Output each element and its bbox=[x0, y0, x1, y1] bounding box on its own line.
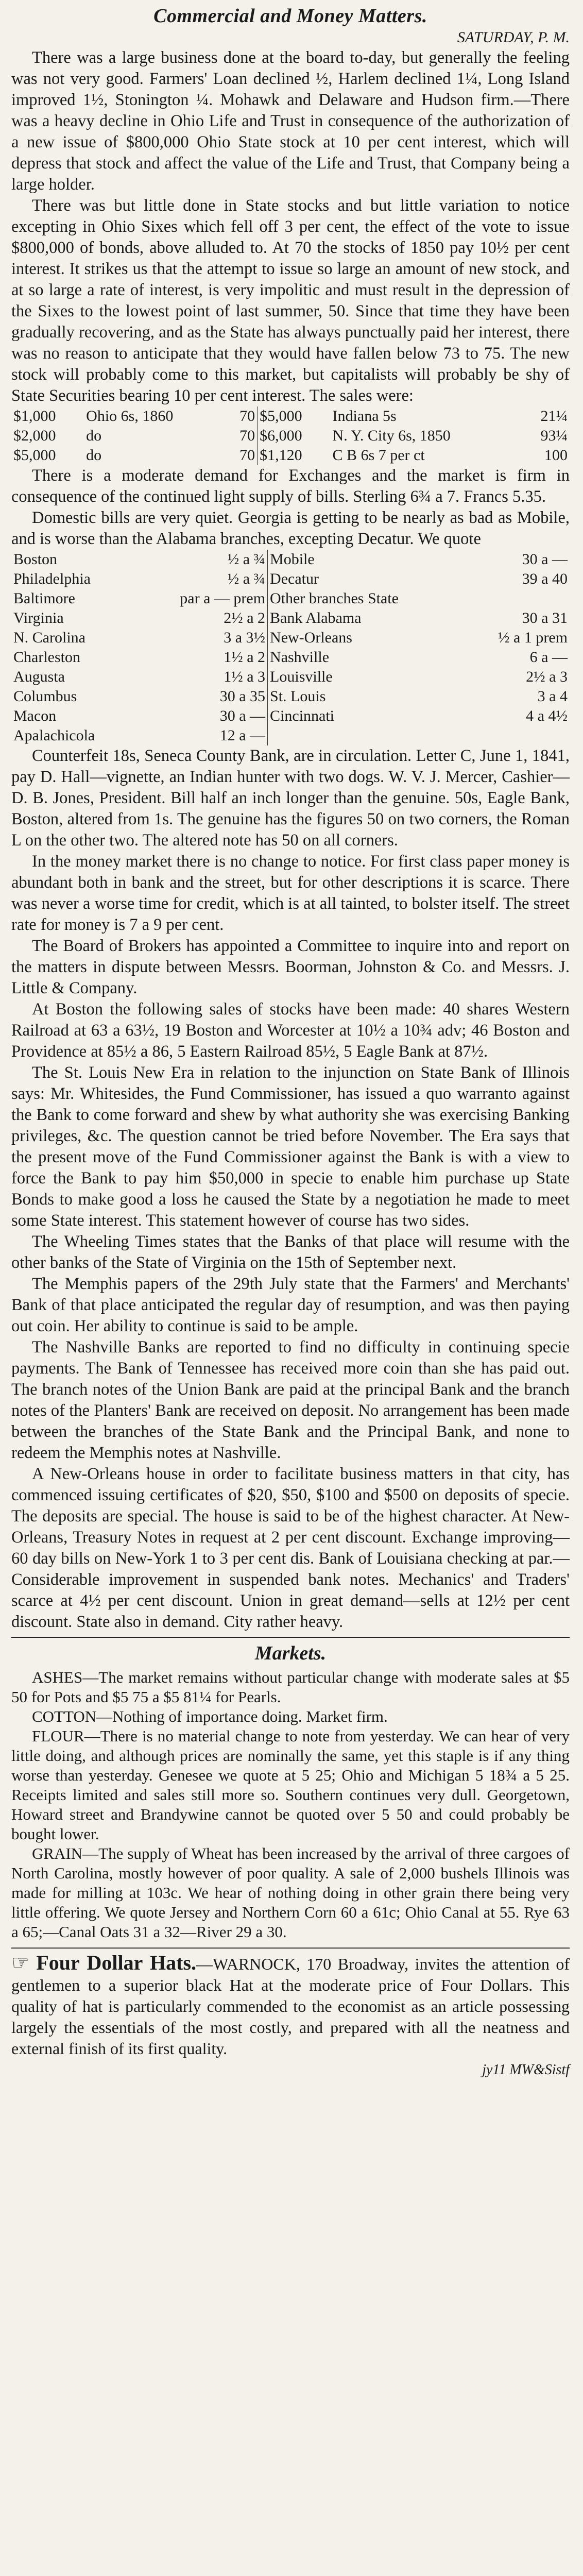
section-divider bbox=[11, 1637, 570, 1638]
quote-rate: ½ a ¾ bbox=[227, 570, 266, 587]
sales-price: 100 bbox=[544, 447, 568, 464]
sales-amount: $5,000 bbox=[258, 406, 331, 426]
pointing-hand-icon: ☞ bbox=[11, 1951, 30, 1974]
sales-amount: $6,000 bbox=[258, 426, 331, 446]
domestic-quotes-table bbox=[11, 550, 570, 745]
market-grain: GRAIN—The supply of Wheat has been increased by the arrival of three cargoes of North Carolina, mostly however of poor quality. A sale of 2,000 bushels Illinois was made for milling at 103c. We hear of nothing doing in other grain there being very little offering. We quote Jersey and Northern Corn 60 a 61c; Ohio Canal at 55. Rye 63 a 65;—Canal Oats 31 a 32—River 29 a 30. bbox=[11, 1844, 570, 1941]
sales-stock: do bbox=[86, 447, 102, 464]
quote-place: Other branches State bbox=[268, 589, 462, 608]
quote-place: Cincinnati bbox=[268, 706, 462, 726]
paragraph-wheeling: The Wheeling Times states that the Banks of that place will resume with the other banks of the State of Virginia on the 15th of September next. bbox=[11, 1232, 570, 1272]
markets-heading: Markets. bbox=[254, 1642, 327, 1664]
quote-rate: 30 a 31 bbox=[522, 609, 568, 626]
paragraph-memphis: The Memphis papers of the 29th July state that the Farmers' and Merchants' Bank of that place anticipated the regular day of resumption, and was then paying out coin. Her ability to continue is said to be ample. bbox=[11, 1275, 570, 1335]
quote-place bbox=[268, 726, 462, 745]
market-ashes: ASHES—The market remains without particular change with moderate sales at $5 50 for Pots and $5 75 a $5 81¼ for Pearls. bbox=[11, 1668, 570, 1706]
sales-price: 70 bbox=[239, 408, 255, 425]
quote-row bbox=[11, 608, 570, 628]
sales-price: 21¼ bbox=[540, 408, 568, 425]
paragraph-domestic-bills: Domestic bills are very quiet. Georgia is getting to be nearly as bad as Mobile, and is worse than the Alabama branches, excepting Decatur. We quote bbox=[11, 509, 570, 548]
quote-row bbox=[11, 706, 570, 726]
quote-place: Mobile bbox=[268, 550, 462, 569]
sales-amount: $1,120 bbox=[258, 446, 331, 465]
quote-place: Apalachicola bbox=[13, 727, 95, 744]
quote-place: St. Louis bbox=[268, 687, 462, 706]
sales-price: 70 bbox=[239, 427, 255, 444]
hat-advertisement bbox=[11, 1952, 570, 2080]
quote-rate: ½ a ¾ bbox=[227, 551, 266, 568]
quote-place: Boston bbox=[13, 551, 58, 568]
quote-place: Columbus bbox=[13, 688, 77, 705]
quote-rate: 1½ a 3 bbox=[224, 668, 266, 685]
sales-amount: $2,000 bbox=[13, 427, 56, 444]
quote-place: Louisville bbox=[268, 667, 462, 687]
quote-place: Philadelphia bbox=[13, 570, 91, 587]
quote-rate: 39 a 40 bbox=[522, 570, 568, 587]
sales-stock: Ohio 6s, 1860 bbox=[86, 408, 174, 425]
quote-rate: 4 a 4½ bbox=[526, 707, 568, 724]
quote-place: N. Carolina bbox=[13, 629, 85, 646]
sales-amount: $1,000 bbox=[13, 408, 56, 425]
ad-signature: jy11 MW&Sistf bbox=[482, 2062, 570, 2078]
quote-row bbox=[11, 589, 570, 608]
ad-body: —WARNOCK, 170 Broadway, invites the attention of gentlemen to a superior black Hat at the moderate price of Four Dollars. This quality of hat is particularly commended to the economist as an article possessing largely the essentials of the most costly, and prepared with all the neatness and external finish of its first quality. bbox=[11, 1955, 570, 2058]
quote-row bbox=[11, 628, 570, 648]
quote-place: Baltimore bbox=[13, 590, 75, 607]
quote-rate: 2½ a 3 bbox=[526, 668, 568, 685]
paragraph-new-orleans: A New-Orleans house in order to facilitate business matters in that city, has commenced issuing certificates of $20, $50, $100 and $500 on deposits of specie. The deposits are special. The house is said to be of the highest character. At New-Orleans, Treasury Notes in request at 2 per cent discount. Exchange improving—60 day bills on New-York 1 to 3 per cent dis. Bank of Louisiana checking at par.—Considerable improvement in suspended bank notes. Mechanics' and Traders' scarce at 4½ per cent discount. Union in great demand—sells at 12½ per cent discount. State also in demand. City rather heavy. bbox=[11, 1465, 570, 1631]
sales-stock: N. Y. City 6s, 1850 bbox=[332, 427, 451, 444]
sales-row bbox=[11, 446, 570, 465]
quote-rate bbox=[462, 726, 570, 745]
quote-rate: 3 a 3½ bbox=[224, 629, 266, 646]
quote-rate: 30 a 35 bbox=[219, 688, 266, 705]
paragraph-boston-sales: At Boston the following sales of stocks have been made: 40 shares Western Railroad at 63 a 63½, 19 Boston and Worcester at 10½ a 10¾ adv; 46 Boston and Providence at 85½ a 86, 5 Eastern Railroad 85½, 5 Eagle Bank at 87½. bbox=[11, 1000, 570, 1061]
quote-row bbox=[11, 726, 570, 745]
paragraph-board-of-brokers: The Board of Brokers has appointed a Committee to inquire into and report on the matters in dispute between Messrs. Boorman, Johnston & Co. and Messrs. J. Little & Company. bbox=[11, 937, 570, 997]
dateline: SATURDAY, P. M. bbox=[457, 29, 570, 46]
quote-rate: ½ a 1 prem bbox=[498, 629, 568, 646]
sales-stock: do bbox=[86, 427, 102, 444]
sales-amount: $5,000 bbox=[13, 447, 56, 464]
quote-rate: 1½ a 2 bbox=[224, 649, 266, 666]
quote-rate: 12 a — bbox=[219, 727, 266, 744]
quote-rate: 30 a — bbox=[522, 551, 568, 568]
quote-rate: 2½ a 2 bbox=[224, 609, 266, 626]
paragraph-nashville: The Nashville Banks are reported to find no difficulty in continuing specie payments. The Bank of Tennessee has received more coin than she has paid out. The branch notes of the Union Bank are paid at the principal Bank and the branch notes of the Planters' Bank are received on deposit. No arrangement has been made between the branches of the State Bank and the Principal Bank, and none to redeem the Memphis notes at Nashville. bbox=[11, 1338, 570, 1462]
paragraph-counterfeits: Counterfeit 18s, Seneca County Bank, are in circulation. Letter C, June 1, 1841, pay D. Hall—vignette, an Indian hunter with two dogs. W. V. J. Mercer, Cashier—D. B. Jones, President. Bill half an inch longer than the genuine. 50s, Eagle Bank, Boston, altered from 1s. The genuine has the figures 50 on two corners, the Roman L on the other two. The altered note has 50 on all corners. bbox=[11, 747, 570, 850]
markets-section bbox=[11, 1668, 570, 1942]
quote-rate: par a — prem bbox=[180, 590, 266, 607]
paragraph-st-louis: The St. Louis New Era in relation to the injunction on State Bank of Illinois says: Mr. Whitesides, the Fund Commissioner, has issued a quo warranto against the Bank to come forward and shew by what authority she was exercising Banking privileges, &c. The question cannot be tried before November. The Era says that the present move of the Fund Commissioner against the Bank is with a view to force the Bank to pay him $50,000 in specie to enable him purchase up State Bonds to make good a loss he caused the State by a negotiation he made to meet some State interest. This statement however of course has two sides. bbox=[11, 1063, 570, 1230]
sales-table bbox=[11, 406, 570, 465]
quote-place: New-Orleans bbox=[268, 628, 462, 648]
quote-row bbox=[11, 687, 570, 706]
market-cotton: COTTON—Nothing of importance doing. Market firm. bbox=[32, 1707, 388, 1725]
column-headline: Commercial and Money Matters. bbox=[153, 5, 427, 27]
quote-place: Macon bbox=[13, 707, 57, 724]
sales-price: 93¼ bbox=[540, 427, 568, 444]
ad-title: Four Dollar Hats. bbox=[36, 1951, 197, 1974]
ad-body-paragraph bbox=[11, 1952, 570, 2059]
quote-row bbox=[11, 667, 570, 687]
quote-place: Nashville bbox=[268, 648, 462, 667]
quote-place: Augusta bbox=[13, 668, 65, 685]
quote-place: Virginia bbox=[13, 609, 64, 626]
quote-rate: 3 a 4 bbox=[537, 688, 568, 705]
quote-row bbox=[11, 550, 570, 569]
sales-stock: C B 6s 7 per ct bbox=[332, 447, 425, 464]
sales-row bbox=[11, 426, 570, 446]
quote-place: Charleston bbox=[13, 649, 80, 666]
quote-rate bbox=[462, 589, 570, 608]
quote-rate: 6 a — bbox=[529, 649, 568, 666]
paragraph-board-business: There was a large business done at the board to-day, but generally the feeling was not very good. Farmers' Loan declined ½, Harlem declined 1¼, Long Island improved 1½, Stonington ¼. Mohawk and Delaware and Hudson firm.—There was a heavy decline in Ohio Life and Trust in consequence of the authorization of a new issue of $800,000 Ohio State stock at 10 per cent interest, which will depress that stock and affect the value of the Life and Trust, that Company being a large holder. bbox=[11, 48, 570, 194]
quote-rate: 30 a — bbox=[219, 707, 266, 724]
quote-row bbox=[11, 569, 570, 589]
section-divider bbox=[11, 1947, 570, 1949]
paragraph-exchanges: There is a moderate demand for Exchanges and the market is firm in consequence of the continued light supply of bills. Sterling 6¾ a 7. Francs 5.35. bbox=[11, 466, 570, 506]
paragraph-state-stocks: There was but little done in State stocks and but little variation to notice excepting in Ohio Sixes which fell off 3 per cent, the effect of the vote to issue $800,000 of bonds, above alluded to. At 70 the stocks of 1850 pay 10½ per cent interest. It strikes us that the attempt to issue so large an amount of new stock, and at so large a rate of interest, is very impolitic and must result in the depression of the Sixes to the lowest point of last summer, 50. Since that time they have been gradually recovering, and as the State has always punctually paid her interest, there was no reason to anticipate that they would have fallen below 73 to 75. The new stock will probably come to this market, but capitalists will probably be shy of State Securities bearing 10 per cent interest. The sales were: bbox=[11, 196, 570, 405]
market-flour: FLOUR—There is no material change to note from yesterday. We can hear of very little doing, and although prices are nominally the same, yet this staple is if any thing worse than yesterday. Genesee we quote at 5 25; Ohio and Michigan 5 18¾ a 5 25. Receipts limited and sales still more so. Southern continues very dull. Georgetown, Howard street and Brandywine cannot be quoted over 5 50 and could probably be bought lower. bbox=[11, 1727, 570, 1843]
quote-place: Decatur bbox=[268, 569, 462, 589]
sales-stock: Indiana 5s bbox=[332, 408, 397, 425]
quote-row bbox=[11, 648, 570, 667]
sales-price: 70 bbox=[239, 447, 255, 464]
quote-place: Bank Alabama bbox=[268, 608, 462, 628]
sales-row bbox=[11, 406, 570, 426]
paragraph-money-market: In the money market there is no change to notice. For first class paper money is abundant both in bank and the street, but for other descriptions it is scarce. There was never a worse time for credit, which is at all tainted, to bolster itself. The street rate for money is 7 a 9 per cent. bbox=[11, 852, 570, 934]
